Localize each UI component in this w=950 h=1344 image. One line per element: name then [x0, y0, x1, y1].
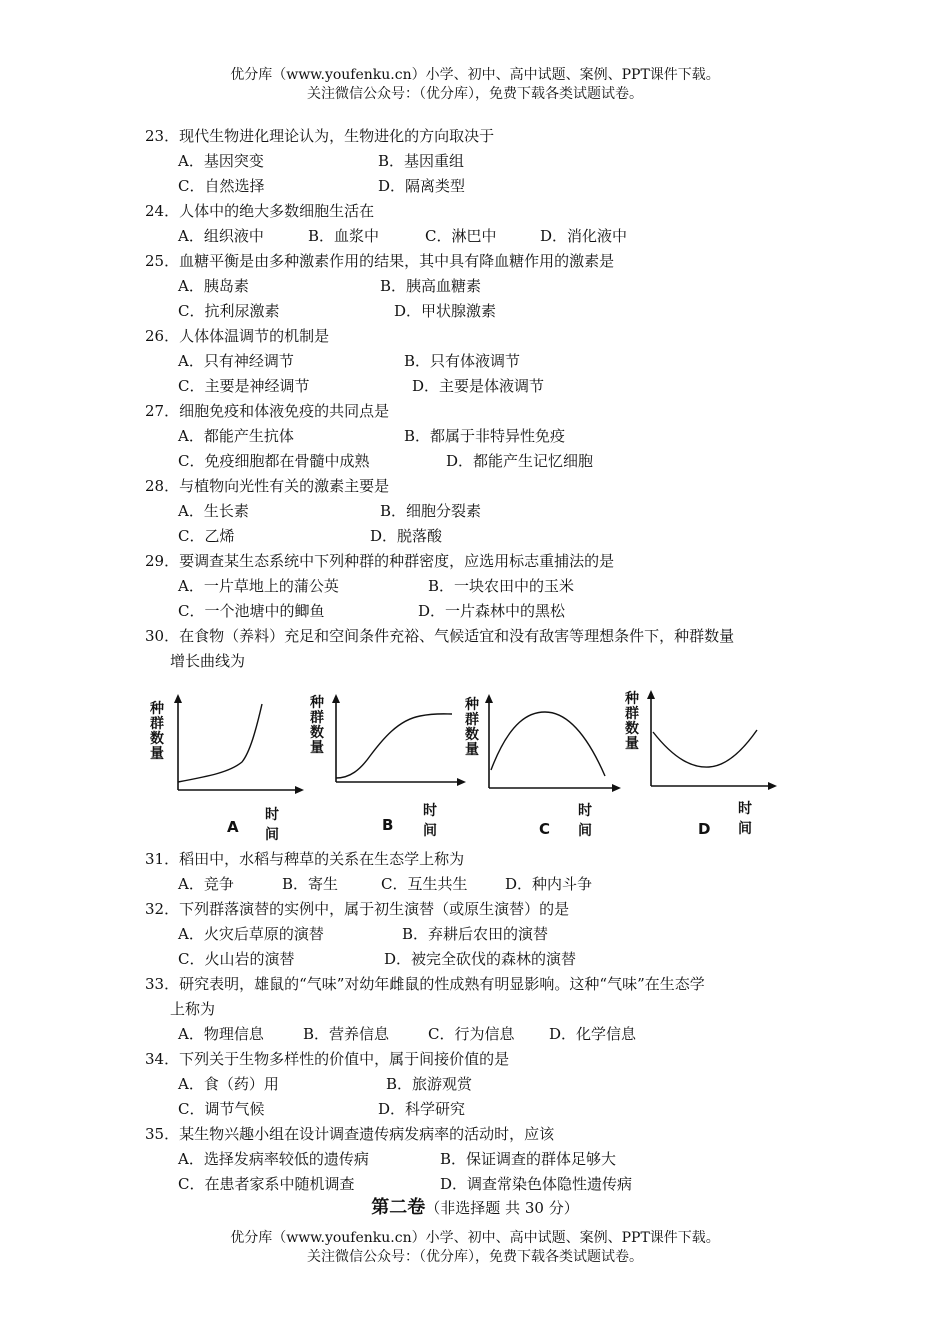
q33-option-d: D．化学信息 [549, 1025, 637, 1043]
chart-d-label: D [698, 820, 711, 838]
chart-d-curve [653, 730, 757, 767]
chart-b-ylabel: 种群数量 [310, 695, 324, 756]
q26-option-d: D．主要是体液调节 [412, 377, 545, 395]
chart-d-ylabel: 种群数量 [625, 691, 639, 752]
q34-option-a: A．食（药）用 [178, 1075, 279, 1093]
q32-option-b: B．弃耕后农田的演替 [402, 925, 549, 943]
q32-option-a: A．火灾后草原的演替 [178, 925, 324, 943]
chart-a-curve [178, 704, 262, 782]
q35-option-b: B．保证调查的群体足够大 [440, 1150, 617, 1168]
q35-option-a: A．选择发病率较低的遗传病 [178, 1150, 369, 1168]
q32-option-d: D．被完全砍伐的森林的演替 [384, 950, 577, 968]
q25-option-b: B．胰高血糖素 [380, 277, 482, 295]
q34-option-c: C．调节气候 [178, 1100, 265, 1118]
chart-b-xlabel: 时间 [423, 803, 437, 839]
chart-d-xlabel: 时间 [738, 801, 752, 837]
section-subtitle: （非选择题 共 30 分） [425, 1199, 579, 1217]
section-title: 第二卷 [371, 1197, 426, 1218]
q28-option-d: D．脱落酸 [370, 527, 443, 545]
q27-option-b: B．都属于非特异性免疫 [404, 427, 566, 445]
question-28: 28．与植物向光性有关的激素主要是 [145, 477, 390, 495]
q27-option-c: C．免疫细胞都在骨髓中成熟 [178, 452, 370, 470]
question-23: 23．现代生物进化理论认为，生物进化的方向取决于 [145, 127, 495, 145]
question-24: 24．人体中的绝大多数细胞生活在 [145, 202, 375, 220]
chart-d-x-arrow [768, 782, 777, 790]
header-line-2: 关注微信公众号：（优分库），免费下载各类试题试卷。 [307, 86, 643, 102]
q24-option-b: B．血浆中 [308, 227, 380, 245]
chart-c-y-arrow [485, 694, 493, 703]
q23-option-a: A．基因突变 [178, 152, 264, 170]
q29-option-d: D．一片森林中的黑松 [418, 602, 566, 620]
chart-b-curve [336, 714, 452, 778]
question-33-continued: 上称为 [170, 1000, 216, 1018]
q27-option-a: A．都能产生抗体 [178, 427, 294, 445]
chart-b-label: B [382, 816, 394, 834]
chart-d-plot [625, 688, 785, 818]
chart-b-plot [310, 690, 470, 820]
q27-option-d: D．都能产生记忆细胞 [446, 452, 594, 470]
q31-option-d: D．种内斗争 [505, 875, 593, 893]
chart-a-y-arrow [174, 694, 182, 703]
chart-c-curve [491, 712, 605, 776]
q28-option-b: B．细胞分裂素 [380, 502, 482, 520]
chart-a-xlabel: 时间 [265, 807, 279, 843]
q25-option-a: A．胰岛素 [178, 277, 249, 295]
q31-option-b: B．寄生 [282, 875, 339, 893]
question-30: 30．在食物（养料）充足和空间条件充裕、气候适宜和没有敌害等理想条件下，种群数量 [145, 627, 735, 645]
chart-a-plot [150, 690, 310, 820]
question-34: 34．下列关于生物多样性的价值中，属于间接价值的是 [145, 1050, 510, 1068]
q28-option-c: C．乙烯 [178, 527, 235, 545]
q31-option-a: A．竞争 [178, 875, 234, 893]
chart-d-y-arrow [647, 690, 655, 699]
chart-c-plot [465, 690, 625, 820]
question-33: 33．研究表明，雄鼠的“气味”对幼年雌鼠的性成熟有明显影响。这种“气味”在生态学 [145, 975, 705, 993]
question-35: 35．某生物兴趣小组在设计调查遗传病发病率的活动时，应该 [145, 1125, 555, 1143]
header-line-1: 优分库（www.youfenku.cn）小学、初中、高中试题、案例、PPT课件下载。 [230, 67, 720, 83]
chart-b-y-arrow [332, 694, 340, 703]
q26-option-c: C．主要是神经调节 [178, 377, 310, 395]
q33-option-c: C．行为信息 [428, 1025, 515, 1043]
q34-option-b: B．旅游观赏 [386, 1075, 473, 1093]
q35-option-d: D．调查常染色体隐性遗传病 [440, 1175, 633, 1193]
q23-option-c: C．自然选择 [178, 177, 265, 195]
q25-option-d: D．甲状腺激素 [394, 302, 497, 320]
chart-c-label: C [539, 820, 551, 838]
q23-option-b: B．基因重组 [378, 152, 465, 170]
chart-a-ylabel: 种群数量 [150, 701, 164, 762]
chart-a-x-arrow [295, 786, 304, 794]
q23-option-d: D．隔离类型 [378, 177, 466, 195]
question-25: 25．血糖平衡是由多种激素作用的结果，其中具有降血糖作用的激素是 [145, 252, 615, 270]
q31-option-c: C．互生共生 [381, 875, 468, 893]
q29-option-a: A．一片草地上的蒲公英 [178, 577, 339, 595]
q29-option-c: C．一个池塘中的鲫鱼 [178, 602, 325, 620]
q32-option-c: C．火山岩的演替 [178, 950, 295, 968]
question-31: 31．稻田中，水稻与稗草的关系在生态学上称为 [145, 850, 465, 868]
chart-c-xlabel: 时间 [578, 803, 592, 839]
section-heading [0, 1196, 950, 1220]
footer-line-2: 关注微信公众号：（优分库），免费下载各类试题试卷。 [307, 1249, 643, 1265]
q33-option-b: B．营养信息 [303, 1025, 390, 1043]
chart-a-label: A [227, 818, 239, 836]
question-26: 26．人体体温调节的机制是 [145, 327, 330, 345]
q24-option-c: C．淋巴中 [425, 227, 497, 245]
question-30-continued: 增长曲线为 [170, 652, 246, 670]
q24-option-a: A．组织液中 [178, 227, 264, 245]
footer-line-1: 优分库（www.youfenku.cn）小学、初中、高中试题、案例、PPT课件下载。 [230, 1230, 720, 1246]
question-29: 29．要调查某生态系统中下列种群的种群密度，应选用标志重捕法的是 [145, 552, 615, 570]
question-27: 27．细胞免疫和体液免疫的共同点是 [145, 402, 390, 420]
q26-option-b: B．只有体液调节 [404, 352, 521, 370]
question-32: 32．下列群落演替的实例中，属于初生演替（或原生演替）的是 [145, 900, 570, 918]
q25-option-c: C．抗利尿激素 [178, 302, 280, 320]
q26-option-a: A．只有神经调节 [178, 352, 294, 370]
q34-option-d: D．科学研究 [378, 1100, 466, 1118]
q33-option-a: A．物理信息 [178, 1025, 264, 1043]
q35-option-c: C．在患者家系中随机调查 [178, 1175, 355, 1193]
chart-c-x-arrow [612, 784, 621, 792]
q28-option-a: A．生长素 [178, 502, 249, 520]
q29-option-b: B．一块农田中的玉米 [428, 577, 575, 595]
q24-option-d: D．消化液中 [540, 227, 628, 245]
chart-c-ylabel: 种群数量 [465, 697, 479, 758]
